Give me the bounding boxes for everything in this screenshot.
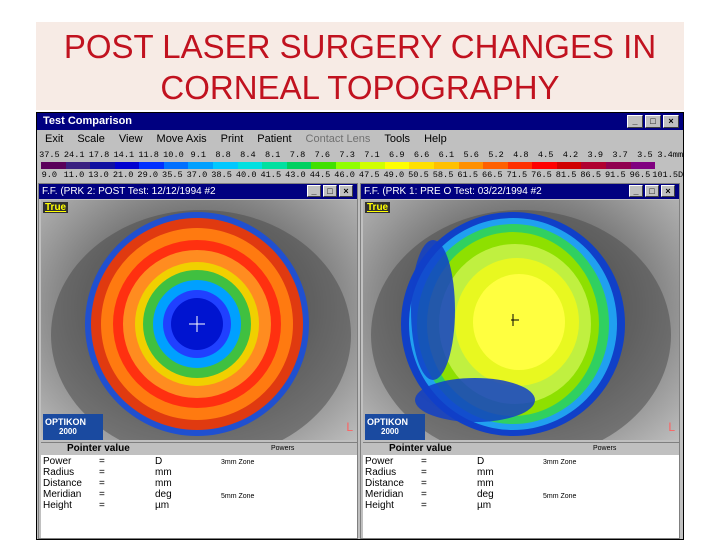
color-swatch [336,162,361,169]
pre-op-map-title-bar[interactable] [361,184,679,199]
menu-bar [37,130,683,148]
scale-label: 6.9 [389,150,405,160]
menu-move-axis[interactable]: Move Axis [156,133,207,145]
color-swatch [409,162,434,169]
pointer-unit: µm [477,500,492,511]
pointer-unit: D [155,456,163,467]
zone-5mm-label: 5mm Zone [543,493,577,500]
test-comparison-window [36,112,684,540]
pointer-row [365,478,517,489]
logo-text: OPTIKON [367,417,409,427]
scale-label: 10.0 [163,150,184,160]
scale-label: 9.0 [41,170,58,180]
scale-label: 11.0 [63,170,85,180]
pointer-label: Distance [365,478,404,489]
color-swatch [631,162,656,169]
pointer-label: Power [365,456,394,467]
eye-side-label: L [668,420,675,434]
scale-label: 11.8 [138,150,159,160]
window-title-bar[interactable] [37,113,683,130]
minimize-button[interactable]: _ [627,115,643,128]
pointer-header [363,443,679,455]
scale-label: 50.5 [408,170,429,180]
scale-label: 71.5 [506,170,528,180]
pointer-eq: = [99,500,105,511]
color-swatch [606,162,631,169]
color-swatch [557,162,582,169]
color-swatch [360,162,385,169]
color-scale-strip [41,162,655,169]
pointer-eq: = [99,478,105,489]
scale-label: 40.0 [235,170,257,180]
scale-label: 61.5 [457,170,478,180]
scale-label: 81.5 [555,170,577,180]
color-swatch [385,162,410,169]
pointer-eq: = [421,478,427,489]
pre-op-topography-map[interactable] [363,200,679,440]
scale-label: 5.6 [463,150,479,160]
color-swatch [213,162,238,169]
scale-label: 3.9 [587,150,604,160]
maximize-button[interactable]: □ [645,115,661,128]
pointer-value-table [365,456,517,511]
menu-exit[interactable]: Exit [45,133,64,145]
menu-patient[interactable]: Patient [257,133,292,145]
color-swatch [139,162,164,169]
color-swatch [532,162,557,169]
post-op-map-title: F.F. (PRK 2: POST Test: 12/12/1994 #2 [42,186,216,197]
pointer-eq: = [421,467,427,478]
pointer-unit: mm [155,478,172,489]
window-controls [627,115,679,128]
color-swatch [459,162,484,169]
scale-label: 5.2 [488,150,504,160]
color-swatch [66,162,91,169]
pointer-eq: = [421,489,427,500]
menu-print[interactable]: Print [220,133,244,145]
scale-label: 14.1 [113,150,135,160]
pointer-label: Power [43,456,72,467]
color-swatch [311,162,336,169]
scale-label: 101.5D [652,170,684,180]
post-op-topography-map[interactable] [41,200,357,440]
pointer-label: Distance [43,478,82,489]
close-button[interactable]: × [339,185,353,197]
pointer-eq: = [99,489,105,500]
scale-diopter-row [37,149,683,162]
scale-label: 41.5 [260,170,282,180]
scale-label: 4.8 [513,150,529,160]
optikon-logo [365,414,425,440]
close-button[interactable]: × [663,115,679,128]
pointer-row [43,500,195,511]
true-label[interactable]: True [45,202,67,213]
scale-label: 96.5 [629,170,651,180]
zone-3mm-label: 3mm Zone [221,459,255,466]
pointer-row [365,489,517,500]
menu-help[interactable]: Help [424,133,447,145]
scale-label: 6.6 [413,150,430,160]
pointer-label: Height [365,500,394,511]
logo-text: OPTIKON [45,417,87,427]
scale-label: 8.4 [240,150,256,160]
pre-op-map-title: F.F. (PRK 1: PRE O Test: 03/22/1994 #2 [364,186,542,197]
pointer-row [365,456,517,467]
scale-label: 29.0 [137,170,159,180]
scale-label: 7.6 [314,150,331,160]
scale-label: 43.0 [285,170,306,180]
pointer-header [41,443,357,455]
scale-label: 35.5 [162,170,183,180]
color-swatch [287,162,312,169]
scale-label: 8.8 [215,150,231,160]
zone-3mm-label: 3mm Zone [543,459,577,466]
optikon-logo [43,414,103,440]
scale-label: 91.5 [605,170,626,180]
menu-view[interactable]: View [118,133,143,145]
pointer-unit: mm [477,478,494,489]
scale-label: 3.7 [612,150,628,160]
scale-label: 49.0 [383,170,405,180]
pointer-row [365,500,517,511]
scale-label: 44.5 [309,170,331,180]
post-op-window-controls [307,185,353,197]
scale-label: 37.0 [186,170,208,180]
pre-op-window-controls [629,185,675,197]
scale-label: 4.5 [537,150,554,160]
pointer-label: Meridian [365,489,404,500]
color-swatch [434,162,459,169]
scale-label: 17.8 [88,150,110,160]
pointer-unit: D [477,456,485,467]
post-op-map-window[interactable] [38,183,358,539]
pointer-unit: mm [155,467,172,478]
color-swatch [238,162,263,169]
menu-tools[interactable]: Tools [384,133,411,145]
pointer-value-panel [363,442,679,538]
pointer-title: Pointer value [67,443,130,454]
scale-label: 7.3 [339,150,355,160]
pointer-row [43,456,195,467]
maximize-button[interactable]: □ [323,185,337,197]
pointer-label: Height [43,500,72,511]
scale-label: 76.5 [531,170,552,180]
pointer-title: Pointer value [389,443,452,454]
logo-subtext: 2000 [381,427,399,436]
pointer-unit: deg [155,489,172,500]
color-swatch [508,162,533,169]
color-swatch [164,162,189,169]
minimize-button[interactable]: _ [307,185,321,197]
pointer-row [43,489,195,500]
pointer-row [43,467,195,478]
minimize-button[interactable]: _ [629,185,643,197]
slide-title: POST LASER SURGERY CHANGES IN CORNEAL TOPOGRAPHY [63,28,657,106]
pointer-eq: = [99,467,105,478]
pointer-label: Meridian [43,489,82,500]
zone-5mm-label: 5mm Zone [221,493,255,500]
logo-subtext: 2000 [59,427,77,436]
scale-label: 3.5 [637,150,653,160]
scale-label: 4.2 [562,150,579,160]
pointer-label: Radius [43,467,75,478]
scale-label: 3.4mm [657,150,684,160]
post-op-eye-graphic [41,200,357,440]
pointer-eq: = [99,456,105,467]
color-swatch [115,162,140,169]
menu-contact-lens[interactable]: Contact Lens [305,133,371,145]
scale-label: 8.1 [264,150,281,160]
scale-label: 24.1 [63,150,85,160]
pointer-row [43,478,195,489]
pointer-row [365,467,517,478]
pointer-value-table [43,456,195,511]
color-swatch [581,162,606,169]
scale-label: 9.1 [190,150,207,160]
pointer-unit: µm [155,500,170,511]
menu-scale[interactable]: Scale [77,133,105,145]
window-title: Test Comparison [43,115,133,127]
scale-label: 7.8 [289,150,306,160]
post-op-map-title-bar[interactable] [39,184,357,199]
pointer-eq: = [421,500,427,511]
maximize-button[interactable]: □ [645,185,659,197]
pointer-eq: = [421,456,427,467]
scale-label: 7.1 [364,150,380,160]
scale-label: 47.5 [358,170,380,180]
scale-label: 46.0 [334,170,355,180]
powers-label: Powers [593,445,617,452]
color-swatch [188,162,213,169]
scale-label: 86.5 [580,170,602,180]
pointer-label: Radius [365,467,397,478]
scale-label: 66.5 [481,170,503,180]
scale-label: 6.1 [438,150,455,160]
scale-value-row [37,169,683,182]
scale-label: 13.0 [88,170,109,180]
pointer-unit: deg [477,489,494,500]
pre-op-eye-graphic [363,200,679,440]
color-swatch [41,162,66,169]
color-swatch [90,162,115,169]
true-label[interactable]: True [367,202,389,213]
color-swatch [262,162,287,169]
scale-label: 37.5 [39,150,60,160]
close-button[interactable]: × [661,185,675,197]
color-swatch [483,162,508,169]
pointer-value-panel [41,442,357,538]
pointer-unit: mm [477,467,494,478]
powers-label: Powers [271,445,295,452]
scale-label: 21.0 [112,170,134,180]
eye-side-label: L [346,420,353,434]
pre-op-map-window[interactable] [360,183,680,539]
scale-label: 58.5 [432,170,454,180]
scale-label: 38.5 [211,170,232,180]
